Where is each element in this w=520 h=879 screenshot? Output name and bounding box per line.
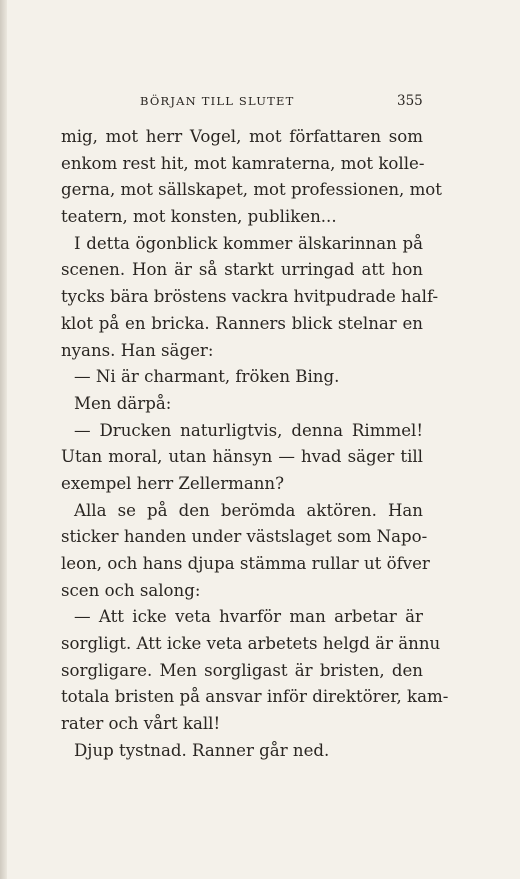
text-line: exempel herr Zellermann? [61,473,285,493]
text-line: — Ni är charmant, fröken Bing. [74,367,340,387]
text-line: gerna, mot sällskapet, mot professionen, mot [61,180,442,200]
text-line: Djup tystnad. Ranner går ned. [74,740,330,760]
text-line: — Att icke veta hvarför man arbetar är [74,607,423,627]
text-line: teatern, mot konsten, publiken... [61,207,337,227]
text-line: scen och salong: [61,580,201,600]
text-line: sorgligare. Men sorgligast är bristen, den [61,660,423,680]
running-title: BÖRJAN TILL SLUTET [140,94,295,108]
text-line: rater och vårt kall! [61,714,221,734]
text-line: Utan moral, utan hänsyn — hvad säger till [61,447,423,467]
text-line: enkom rest hit, mot kamraterna, mot kolle- [61,153,425,173]
text-line: — Drucken naturligtvis, denna Rimmel! [74,420,423,440]
text-line: mig, mot herr Vogel, mot författaren som [61,127,423,146]
text-line: Men därpå: [74,393,172,413]
text-line: I detta ögonblick kommer älskarinnan på [74,233,423,253]
page-header [0,92,520,112]
text-line: klot på en bricka. Ranners blick stelnar en [61,313,423,333]
text-line: leon, och hans djupa stämma rullar ut öfver [61,554,430,573]
text-line: sorgligt. Att icke veta arbetets helgd är ännu [61,634,441,654]
text-line: totala bristen på ansvar inför direktörer, kam- [61,687,449,707]
text-line: Alla se på den berömda aktören. Han [74,500,423,520]
text-line: nyans. Han säger: [61,340,214,360]
text-line: scenen. Hon är så starkt urringad att hon [61,260,423,280]
page-number: 355 [397,93,423,109]
page-binding-edge [0,0,7,879]
text-line: sticker handen under västslaget som Napo- [61,527,428,547]
text-line: tycks bära bröstens vackra hvitpudrade half- [61,287,439,307]
body-text [61,124,449,765]
